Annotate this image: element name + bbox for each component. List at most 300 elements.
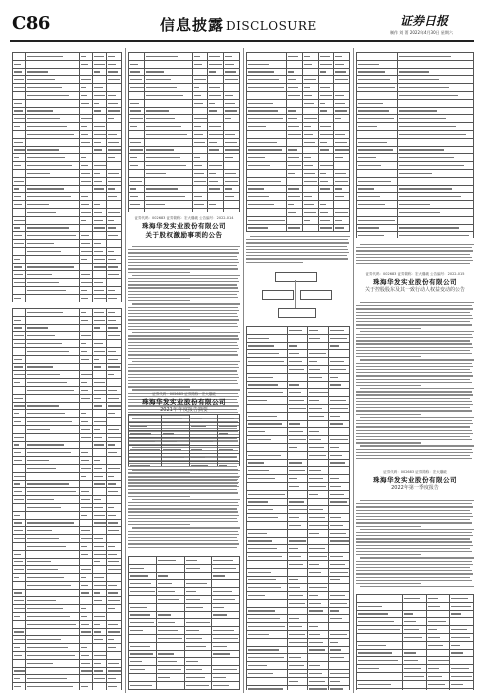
cell-text-line <box>248 533 267 534</box>
table-cell <box>107 255 122 263</box>
cell-text-line <box>81 335 91 336</box>
table-cell <box>212 580 240 588</box>
text-line <box>128 515 239 516</box>
cell-text-line <box>158 599 179 600</box>
cell-text-line <box>108 103 117 104</box>
table-row <box>247 358 350 366</box>
cell-text-line <box>248 618 280 619</box>
cell-text-line <box>248 595 265 596</box>
cell-text-line <box>14 366 23 367</box>
text-line <box>356 257 472 258</box>
table-cell <box>107 91 122 99</box>
cell-text-line <box>289 548 298 549</box>
cell-text-line <box>108 507 114 508</box>
table-cell <box>79 154 92 162</box>
cell-text-line <box>248 126 266 127</box>
table-cell <box>92 527 106 535</box>
cell-text-line <box>81 351 88 352</box>
text-line <box>356 263 470 264</box>
text-line <box>356 343 472 344</box>
table-cell <box>247 138 287 146</box>
table-cell <box>224 185 240 193</box>
table-cell <box>308 677 329 685</box>
table-cell <box>79 193 92 201</box>
cell-text-line <box>94 110 101 111</box>
table-cell <box>334 84 350 92</box>
table-cell <box>329 350 350 358</box>
cell-text-line <box>309 455 326 456</box>
cell-text-line <box>330 447 339 448</box>
text-line <box>128 268 238 269</box>
cell-text-line <box>289 431 303 432</box>
table-cell <box>107 324 122 332</box>
cell-text-line <box>81 374 92 375</box>
cell-text-line <box>225 157 232 158</box>
table-cell <box>308 342 329 350</box>
cell-text-line <box>428 645 443 646</box>
table-cell <box>318 224 334 232</box>
cell-text-line <box>186 583 208 584</box>
table-cell <box>92 107 106 115</box>
cell-text-line <box>163 418 181 419</box>
cell-text-line <box>130 607 147 608</box>
table-row <box>247 685 350 690</box>
cell-text-line <box>108 639 114 640</box>
cell-text-line <box>130 103 139 104</box>
table-cell <box>13 84 26 92</box>
text-line <box>128 524 190 525</box>
table-cell <box>79 636 92 644</box>
table-cell <box>92 394 106 402</box>
cell-text-line <box>209 71 215 72</box>
cell-text-line <box>14 631 24 632</box>
cell-text-line <box>94 483 105 484</box>
table-cell <box>287 638 308 646</box>
cell-text-line <box>335 103 345 104</box>
text-line <box>356 545 473 546</box>
table-cell <box>208 138 224 146</box>
equity-chart-box-bottom <box>278 308 316 318</box>
table-cell <box>184 650 212 658</box>
table-row <box>247 529 350 537</box>
table-row <box>13 472 122 480</box>
cell-text-line <box>94 390 106 391</box>
cell-text-line <box>14 196 21 197</box>
cell-text-line <box>289 369 305 370</box>
cell-text-line <box>248 673 273 674</box>
table-row <box>13 216 122 224</box>
table-row <box>13 347 122 355</box>
text-line <box>356 423 473 424</box>
cell-text-line <box>108 569 120 570</box>
cell-text-line <box>130 669 145 670</box>
table-row <box>357 633 474 641</box>
cell-text-line <box>330 649 341 650</box>
table-row <box>13 581 122 589</box>
cell-text-line <box>14 71 22 72</box>
cell-text-line <box>194 95 202 96</box>
table-cell <box>208 60 224 68</box>
text-line <box>356 363 472 364</box>
cell-text-line <box>81 624 89 625</box>
table-cell <box>79 286 92 294</box>
table-cell <box>26 519 79 527</box>
table-cell <box>318 146 334 154</box>
table-cell <box>129 422 162 430</box>
cell-text-line <box>225 118 231 119</box>
article3-body <box>356 302 474 462</box>
cell-text-line <box>81 196 88 197</box>
table-cell <box>308 514 329 522</box>
table-cell <box>79 605 92 613</box>
table-cell <box>247 99 287 107</box>
table-row <box>247 342 350 350</box>
cell-text-line <box>330 681 340 682</box>
table-row <box>13 652 122 660</box>
table-cell <box>287 576 308 584</box>
table-cell <box>334 68 350 76</box>
table-cell <box>398 76 474 84</box>
cell-text-line <box>248 204 274 205</box>
cell-text-line <box>194 204 204 205</box>
table-cell <box>403 641 427 649</box>
cell-text-line <box>14 483 20 484</box>
table-cell <box>79 441 92 449</box>
table-cell <box>107 216 122 224</box>
cell-text-line <box>289 462 303 463</box>
table-cell <box>13 193 26 201</box>
table-cell <box>357 185 398 193</box>
cell-text-line <box>130 142 141 143</box>
table-row <box>13 60 122 68</box>
cell-text-line <box>330 345 339 346</box>
table-cell <box>287 397 308 405</box>
cell-text-line <box>81 165 88 166</box>
cell-text-line <box>304 220 310 221</box>
cell-text-line <box>248 626 285 627</box>
cell-text-line <box>94 327 100 328</box>
text-line <box>356 337 473 338</box>
table-cell <box>26 99 79 107</box>
table-col3-bottom <box>246 326 350 690</box>
cell-text-line <box>146 95 183 96</box>
table-cell <box>13 644 26 652</box>
cell-text-line <box>399 149 444 150</box>
table-cell <box>92 574 106 582</box>
table-cell <box>247 358 288 366</box>
table-cell <box>247 584 288 592</box>
cell-text-line <box>94 204 100 205</box>
text-line <box>356 513 472 514</box>
table-cell <box>13 224 26 232</box>
table-cell <box>192 68 208 76</box>
cell-text-line <box>335 212 348 213</box>
table-cell <box>287 185 303 193</box>
table-cell <box>129 208 145 212</box>
table-cell <box>398 91 474 99</box>
table-cell <box>79 232 92 240</box>
cell-text-line <box>158 638 182 639</box>
cell-text-line <box>14 343 25 344</box>
cell-text-line <box>428 629 437 630</box>
table-cell <box>13 379 26 387</box>
table-cell <box>247 53 287 61</box>
table-cell <box>287 623 308 631</box>
table-row <box>357 154 474 162</box>
table-cell <box>79 247 92 255</box>
table-cell <box>13 433 26 441</box>
cell-text-line <box>130 188 136 189</box>
table-cell <box>287 506 308 514</box>
cell-text-line <box>27 165 72 166</box>
cell-text-line <box>108 413 115 414</box>
cell-text-line <box>194 142 205 143</box>
text-line <box>356 522 472 523</box>
table-cell <box>212 572 240 580</box>
table-cell <box>329 451 350 459</box>
table-cell <box>287 53 303 61</box>
section-title-en: DISCLOSURE <box>226 19 317 33</box>
cell-text-line <box>81 204 90 205</box>
text-line <box>128 358 190 359</box>
table-cell <box>129 689 157 690</box>
table-cell <box>79 675 92 683</box>
table-cell <box>334 162 350 170</box>
table-cell <box>318 115 334 123</box>
table-cell <box>79 581 92 589</box>
cell-text-line <box>81 56 86 57</box>
table-grid <box>356 52 474 238</box>
cell-text-line <box>108 686 117 687</box>
table-row <box>13 53 122 61</box>
table-cell <box>156 666 184 674</box>
table-row <box>129 446 240 454</box>
table-cell <box>92 605 106 613</box>
table-cell <box>26 162 79 170</box>
cell-text-line <box>94 670 103 671</box>
cell-text-line <box>358 188 374 189</box>
text-line <box>356 452 473 453</box>
cell-text-line <box>94 227 105 228</box>
table-cell <box>318 154 334 162</box>
table-cell <box>129 673 157 681</box>
cell-text-line <box>451 668 469 669</box>
table-col1-top <box>12 52 122 302</box>
cell-text-line <box>288 110 295 111</box>
cell-text-line <box>309 595 318 596</box>
cell-text-line <box>94 320 105 321</box>
cell-text-line <box>27 251 60 252</box>
table-cell <box>26 457 79 465</box>
table-cell <box>79 628 92 636</box>
table-row <box>13 566 122 574</box>
table-cell <box>107 394 122 402</box>
table-cell <box>308 498 329 506</box>
table-cell <box>107 511 122 519</box>
table-cell <box>247 529 288 537</box>
masthead <box>0 0 484 40</box>
table-cell <box>212 681 240 689</box>
cell-text-line <box>399 118 446 119</box>
table-row <box>129 557 240 565</box>
table-row <box>129 91 240 99</box>
text-line <box>132 389 240 390</box>
table-cell <box>329 537 350 545</box>
table-row <box>13 263 122 271</box>
table-cell <box>26 371 79 379</box>
cell-text-line <box>14 460 22 461</box>
table-row <box>357 657 474 665</box>
cell-text-line <box>335 71 346 72</box>
cell-text-line <box>248 110 278 111</box>
table-row <box>129 130 240 138</box>
text-line <box>356 250 473 251</box>
table-row <box>13 115 122 123</box>
cell-text-line <box>130 614 150 615</box>
table-cell <box>308 662 329 670</box>
cell-text-line <box>108 437 120 438</box>
table-cell <box>26 488 79 496</box>
table-cell <box>329 670 350 678</box>
table-cell <box>247 412 288 420</box>
cell-text-line <box>289 478 297 479</box>
table-cell <box>107 613 122 621</box>
cell-text-line <box>358 684 391 685</box>
table-row <box>247 607 350 615</box>
table-cell <box>212 666 240 674</box>
table-cell <box>144 130 192 138</box>
table-cell <box>79 535 92 543</box>
table-cell <box>287 373 308 381</box>
text-line <box>132 499 240 500</box>
table-cell <box>247 185 287 193</box>
table-cell <box>92 566 106 574</box>
cell-text-line <box>81 259 87 260</box>
table-cell <box>287 490 308 498</box>
table-cell <box>92 146 106 154</box>
table-cell <box>13 511 26 519</box>
cell-text-line <box>14 359 22 360</box>
cell-text-line <box>27 655 74 656</box>
text-line <box>128 531 238 532</box>
table-cell <box>212 557 240 565</box>
text-line <box>128 534 239 535</box>
table-cell <box>13 263 26 271</box>
text-line <box>132 361 240 362</box>
table-cell <box>426 688 450 690</box>
table-cell <box>287 685 308 690</box>
table-row <box>129 666 240 674</box>
cell-text-line <box>248 501 268 502</box>
cell-text-line <box>27 382 67 383</box>
table-cell <box>13 347 26 355</box>
table-cell <box>107 558 122 566</box>
table-cell <box>308 428 329 436</box>
table-cell <box>129 60 145 68</box>
table-cell <box>450 595 474 603</box>
table-cell <box>144 201 192 209</box>
table-cell <box>224 169 240 177</box>
table-cell <box>398 107 474 115</box>
table-row <box>357 193 474 201</box>
cell-text-line <box>186 607 204 608</box>
text-line <box>128 476 239 477</box>
table-cell <box>287 224 303 232</box>
table-cell <box>287 545 308 553</box>
table-row <box>357 169 474 177</box>
table-cell <box>329 654 350 662</box>
cell-text-line <box>14 266 22 267</box>
table-cell <box>357 232 398 238</box>
cell-text-line <box>14 616 20 617</box>
cell-text-line <box>27 678 66 679</box>
table-cell <box>79 60 92 68</box>
cell-text-line <box>330 673 349 674</box>
table-row <box>129 76 240 84</box>
table-row <box>129 580 240 588</box>
table-cell <box>26 177 79 185</box>
table-row <box>357 115 474 123</box>
cell-text-line <box>108 374 113 375</box>
table-cell <box>224 60 240 68</box>
cell-text-line <box>289 423 301 424</box>
cell-text-line <box>94 624 100 625</box>
table-cell <box>208 201 224 209</box>
table-cell <box>13 130 26 138</box>
table-cell <box>302 130 318 138</box>
table-cell <box>13 247 26 255</box>
table-row <box>247 646 350 654</box>
cell-text-line <box>14 639 25 640</box>
text-line <box>128 262 239 263</box>
table-cell <box>247 60 287 68</box>
cell-text-line <box>451 629 467 630</box>
cell-text-line <box>248 384 278 385</box>
cell-text-line <box>94 444 104 445</box>
table-cell <box>208 68 224 76</box>
table-cell <box>13 683 26 690</box>
cell-text-line <box>94 220 103 221</box>
table-cell <box>247 545 288 553</box>
table-row <box>13 667 122 675</box>
cell-text-line <box>27 173 50 174</box>
table-row <box>357 224 474 232</box>
table-cell <box>247 459 288 467</box>
table-cell <box>79 294 92 302</box>
cell-text-line <box>428 660 449 661</box>
cell-text-line <box>130 118 143 119</box>
table-cell <box>302 162 318 170</box>
table-cell <box>334 154 350 162</box>
table-cell <box>308 443 329 451</box>
text-line <box>128 348 239 349</box>
table-cell <box>26 193 79 201</box>
table-row <box>247 654 350 662</box>
table-cell <box>287 84 303 92</box>
table-cell <box>450 618 474 626</box>
cell-text-line <box>27 530 52 531</box>
cell-text-line <box>289 439 306 440</box>
table-cell <box>334 76 350 84</box>
table-cell <box>79 84 92 92</box>
table-cell <box>13 185 26 193</box>
table-cell <box>329 342 350 350</box>
text-line <box>128 335 238 336</box>
table-col3-top <box>246 52 350 232</box>
table-cell <box>247 514 288 522</box>
table-cell <box>92 169 106 177</box>
table-cell <box>334 138 350 146</box>
